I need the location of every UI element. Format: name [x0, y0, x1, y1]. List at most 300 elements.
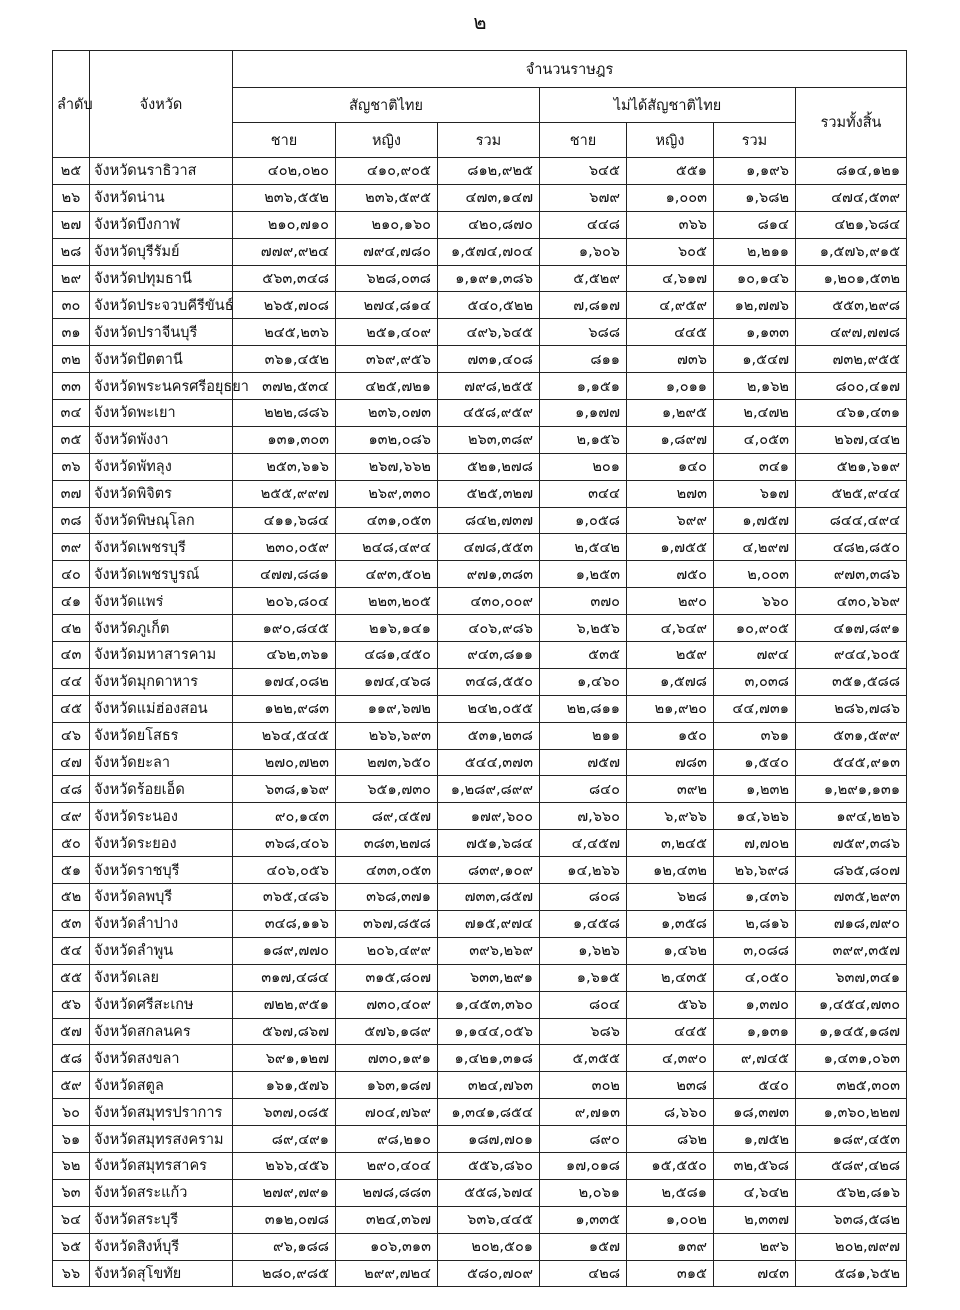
cell-no: ๖๓ — [53, 1179, 90, 1206]
cell-no: ๕๓ — [53, 910, 90, 937]
cell-nonthai-female: ๕๖๖ — [627, 991, 714, 1018]
cell-nonthai-sum: ๑,๑๓๓ — [714, 319, 796, 346]
cell-thai-female: ๔๙๓,๕๐๒ — [336, 561, 438, 588]
cell-nonthai-male: ๑,๐๕๘ — [540, 507, 627, 534]
cell-nonthai-sum: ๑,๓๗๐ — [714, 991, 796, 1018]
cell-nonthai-female: ๑,๓๕๘ — [627, 910, 714, 937]
cell-thai-female: ๒๗๔,๘๑๔ — [336, 292, 438, 319]
cell-thai-male: ๗๒๒,๙๕๑ — [233, 991, 336, 1018]
cell-thai-female: ๒๗๓,๖๕๐ — [336, 749, 438, 776]
cell-thai-male: ๙๐,๑๔๓ — [233, 803, 336, 830]
table-row — [53, 426, 907, 453]
cell-no: ๕๖ — [53, 991, 90, 1018]
cell-no: ๔๒ — [53, 615, 90, 642]
cell-thai-male: ๑๘๙,๗๗๐ — [233, 937, 336, 964]
cell-thai-sum: ๒๖๓,๓๘๙ — [438, 426, 540, 453]
table-row — [53, 642, 907, 669]
cell-nonthai-male: ๑๔,๒๖๖ — [540, 857, 627, 884]
cell-province: จังหวัดมหาสารคาม — [90, 642, 233, 669]
table-row — [53, 1018, 907, 1045]
table-row — [53, 937, 907, 964]
cell-thai-female: ๑๑๙,๖๗๒ — [336, 695, 438, 722]
cell-thai-sum: ๔๗๓,๑๔๗ — [438, 184, 540, 211]
cell-grand-total: ๕๕๓,๒๙๘ — [796, 292, 907, 319]
cell-province: จังหวัดระนอง — [90, 803, 233, 830]
table-row — [53, 1206, 907, 1233]
cell-grand-total: ๙๔๔,๖๐๕ — [796, 642, 907, 669]
cell-province: จังหวัดนราธิวาส — [90, 158, 233, 185]
cell-thai-male: ๖๓๗,๐๘๕ — [233, 1099, 336, 1126]
cell-no: ๕๒ — [53, 884, 90, 911]
cell-thai-female: ๖๕๑,๗๓๐ — [336, 776, 438, 803]
cell-nonthai-sum: ๑,๒๓๒ — [714, 776, 796, 803]
table-row — [53, 830, 907, 857]
table-row — [53, 453, 907, 480]
cell-grand-total: ๕๔๕,๙๑๓ — [796, 749, 907, 776]
cell-grand-total: ๕๘๑,๖๕๒ — [796, 1260, 907, 1287]
cell-province: จังหวัดสิงห์บุรี — [90, 1233, 233, 1260]
cell-nonthai-male: ๓๐๒ — [540, 1072, 627, 1099]
cell-province: จังหวัดยะลา — [90, 749, 233, 776]
cell-nonthai-male: ๖๗๙ — [540, 184, 627, 211]
cell-nonthai-female: ๑,๐๐๓ — [627, 184, 714, 211]
table-row — [53, 588, 907, 615]
cell-nonthai-female: ๑๔๐ — [627, 453, 714, 480]
table-row — [53, 561, 907, 588]
cell-grand-total: ๘๖๕,๘๐๗ — [796, 857, 907, 884]
cell-nonthai-male: ๙,๗๑๓ — [540, 1099, 627, 1126]
cell-thai-sum: ๔๗๘,๕๕๓ — [438, 534, 540, 561]
cell-thai-female: ๒๖๙,๓๓๐ — [336, 480, 438, 507]
header-thai-sum: รวม — [438, 123, 540, 158]
cell-thai-female: ๔๓๑,๐๕๓ — [336, 507, 438, 534]
cell-nonthai-sum: ๒,๔๗๒ — [714, 400, 796, 427]
population-table — [52, 50, 907, 1287]
cell-thai-female: ๓๖๘,๓๗๑ — [336, 884, 438, 911]
table-row — [53, 776, 907, 803]
cell-province: จังหวัดเพชรบุรี — [90, 534, 233, 561]
table-row — [53, 1233, 907, 1260]
cell-thai-male: ๒๖๖,๔๕๖ — [233, 1152, 336, 1179]
cell-province: จังหวัดเพชรบูรณ์ — [90, 561, 233, 588]
table-row — [53, 319, 907, 346]
cell-nonthai-female: ๖,๙๖๖ — [627, 803, 714, 830]
cell-thai-male: ๙๖,๑๘๘ — [233, 1233, 336, 1260]
cell-nonthai-female: ๖๐๕ — [627, 238, 714, 265]
cell-thai-female: ๒๖๗,๖๖๒ — [336, 453, 438, 480]
cell-nonthai-sum: ๙,๗๔๕ — [714, 1045, 796, 1072]
cell-nonthai-female: ๒๕๙ — [627, 642, 714, 669]
cell-no: ๕๐ — [53, 830, 90, 857]
cell-grand-total: ๑,๒๙๑,๑๓๑ — [796, 776, 907, 803]
cell-nonthai-female: ๑,๒๙๕ — [627, 400, 714, 427]
header-province: จังหวัด — [90, 51, 233, 158]
cell-thai-female: ๙๘,๒๑๐ — [336, 1126, 438, 1153]
cell-nonthai-sum: ๑,๕๔๐ — [714, 749, 796, 776]
cell-province: จังหวัดพิษณุโลก — [90, 507, 233, 534]
cell-province: จังหวัดลำพูน — [90, 937, 233, 964]
cell-grand-total: ๖๓๗,๓๔๑ — [796, 964, 907, 991]
cell-thai-male: ๒๖๕,๗๐๘ — [233, 292, 336, 319]
cell-nonthai-sum: ๖๖๐ — [714, 588, 796, 615]
cell-nonthai-female: ๑๕,๕๕๐ — [627, 1152, 714, 1179]
cell-nonthai-male: ๓๗๐ — [540, 588, 627, 615]
cell-no: ๓๔ — [53, 400, 90, 427]
cell-nonthai-sum: ๓๒,๕๖๘ — [714, 1152, 796, 1179]
cell-nonthai-male: ๘๔๐ — [540, 776, 627, 803]
header-non-thai: ไม่ได้สัญชาติไทย — [540, 88, 796, 123]
cell-nonthai-female: ๗๘๓ — [627, 749, 714, 776]
cell-thai-sum: ๔๕๘,๙๕๙ — [438, 400, 540, 427]
cell-thai-male: ๔๐๒,๐๒๐ — [233, 158, 336, 185]
table-row — [53, 480, 907, 507]
cell-nonthai-female: ๘,๖๖๐ — [627, 1099, 714, 1126]
cell-nonthai-sum: ๒๙๖ — [714, 1233, 796, 1260]
cell-nonthai-male: ๑,๑๕๑ — [540, 373, 627, 400]
cell-thai-male: ๖๙๑,๑๒๗ — [233, 1045, 336, 1072]
table-row — [53, 1179, 907, 1206]
cell-thai-female: ๔๓๓,๐๕๓ — [336, 857, 438, 884]
cell-nonthai-sum: ๒,๓๓๗ — [714, 1206, 796, 1233]
cell-thai-female: ๒๑๐,๑๖๐ — [336, 211, 438, 238]
cell-grand-total: ๖๓๘,๕๘๒ — [796, 1206, 907, 1233]
cell-nonthai-female: ๑,๕๗๘ — [627, 668, 714, 695]
table-row — [53, 668, 907, 695]
cell-no: ๒๗ — [53, 211, 90, 238]
cell-nonthai-sum: ๔,๒๙๗ — [714, 534, 796, 561]
cell-province: จังหวัดสงขลา — [90, 1045, 233, 1072]
cell-thai-sum: ๗๓๓,๘๕๗ — [438, 884, 540, 911]
cell-province: จังหวัดสมุทรสาคร — [90, 1152, 233, 1179]
header-thai-female: หญิง — [336, 123, 438, 158]
cell-nonthai-female: ๓๑๕ — [627, 1260, 714, 1287]
cell-thai-male: ๓๑๒,๐๗๘ — [233, 1206, 336, 1233]
cell-province: จังหวัดลำปาง — [90, 910, 233, 937]
table-row — [53, 964, 907, 991]
cell-no: ๔๖ — [53, 722, 90, 749]
cell-province: จังหวัดศรีสะเกษ — [90, 991, 233, 1018]
cell-thai-sum: ๓๙๖,๒๖๙ — [438, 937, 540, 964]
cell-no: ๔๕ — [53, 695, 90, 722]
cell-nonthai-male: ๘๑๑ — [540, 346, 627, 373]
cell-province: จังหวัดราชบุรี — [90, 857, 233, 884]
header-thai-male: ชาย — [233, 123, 336, 158]
cell-thai-male: ๒๒๒,๘๘๖ — [233, 400, 336, 427]
cell-province: จังหวัดสระบุรี — [90, 1206, 233, 1233]
cell-no: ๖๖ — [53, 1260, 90, 1287]
cell-thai-female: ๔๒๕,๗๒๑ — [336, 373, 438, 400]
cell-thai-male: ๒๔๕,๒๓๖ — [233, 319, 336, 346]
cell-grand-total: ๔๙๗,๗๗๘ — [796, 319, 907, 346]
cell-thai-sum: ๖๓๓,๒๙๑ — [438, 964, 540, 991]
cell-grand-total: ๔๒๑,๖๘๔ — [796, 211, 907, 238]
cell-nonthai-male: ๒,๐๖๑ — [540, 1179, 627, 1206]
cell-thai-female: ๕๗๖,๑๘๙ — [336, 1018, 438, 1045]
cell-province: จังหวัดระยอง — [90, 830, 233, 857]
cell-nonthai-female: ๗๓๖ — [627, 346, 714, 373]
cell-nonthai-sum: ๓,๐๘๘ — [714, 937, 796, 964]
table-row — [53, 884, 907, 911]
cell-nonthai-sum: ๑๔,๖๒๖ — [714, 803, 796, 830]
cell-nonthai-sum: ๔,๐๕๐ — [714, 964, 796, 991]
header-nonthai-male: ชาย — [540, 123, 627, 158]
cell-nonthai-female: ๔,๖๔๙ — [627, 615, 714, 642]
cell-thai-sum: ๔๓๐,๐๐๙ — [438, 588, 540, 615]
cell-thai-male: ๒๗๐,๗๒๓ — [233, 749, 336, 776]
table-row — [53, 373, 907, 400]
cell-no: ๔๘ — [53, 776, 90, 803]
cell-no: ๔๗ — [53, 749, 90, 776]
cell-nonthai-male: ๘๐๔ — [540, 991, 627, 1018]
cell-province: จังหวัดสตูล — [90, 1072, 233, 1099]
cell-no: ๓๙ — [53, 534, 90, 561]
cell-grand-total: ๑,๑๔๕,๑๘๗ — [796, 1018, 907, 1045]
cell-thai-male: ๘๙,๔๙๑ — [233, 1126, 336, 1153]
cell-province: จังหวัดแม่ฮ่องสอน — [90, 695, 233, 722]
table-row — [53, 211, 907, 238]
table-row — [53, 803, 907, 830]
cell-nonthai-sum: ๔๔,๗๓๑ — [714, 695, 796, 722]
cell-nonthai-sum: ๑,๕๔๗ — [714, 346, 796, 373]
cell-thai-male: ๖๓๘,๑๖๙ — [233, 776, 336, 803]
cell-thai-sum: ๕๕๘,๖๗๔ — [438, 1179, 540, 1206]
cell-nonthai-male: ๑,๔๖๐ — [540, 668, 627, 695]
cell-nonthai-sum: ๔,๐๕๓ — [714, 426, 796, 453]
cell-thai-female: ๒๒๓,๒๐๕ — [336, 588, 438, 615]
cell-thai-sum: ๙๔๓,๘๑๑ — [438, 642, 540, 669]
table-row — [53, 265, 907, 292]
cell-nonthai-female: ๘๖๒ — [627, 1126, 714, 1153]
cell-nonthai-female: ๑,๗๕๕ — [627, 534, 714, 561]
header-nonthai-sum: รวม — [714, 123, 796, 158]
cell-thai-female: ๒๐๖,๔๙๙ — [336, 937, 438, 964]
cell-grand-total: ๓๒๕,๓๐๓ — [796, 1072, 907, 1099]
cell-thai-sum: ๓๔๘,๕๕๐ — [438, 668, 540, 695]
cell-no: ๓๓ — [53, 373, 90, 400]
cell-grand-total: ๗๓๕,๒๙๓ — [796, 884, 907, 911]
cell-thai-sum: ๕๘๐,๗๐๙ — [438, 1260, 540, 1287]
cell-thai-female: ๓๑๕,๘๐๗ — [336, 964, 438, 991]
cell-province: จังหวัดปทุมธานี — [90, 265, 233, 292]
cell-nonthai-female: ๑๓๙ — [627, 1233, 714, 1260]
cell-thai-male: ๔๗๗,๘๘๑ — [233, 561, 336, 588]
cell-nonthai-male: ๖๔๕ — [540, 158, 627, 185]
cell-no: ๒๙ — [53, 265, 90, 292]
cell-nonthai-sum: ๒,๑๖๒ — [714, 373, 796, 400]
cell-province: จังหวัดสมุทรปราการ — [90, 1099, 233, 1126]
cell-province: จังหวัดพัทลุง — [90, 453, 233, 480]
cell-thai-sum: ๒๔๒,๐๕๕ — [438, 695, 540, 722]
cell-grand-total: ๔๘๒,๘๕๐ — [796, 534, 907, 561]
cell-nonthai-male: ๓๔๔ — [540, 480, 627, 507]
cell-thai-male: ๒๘๐,๙๘๕ — [233, 1260, 336, 1287]
cell-no: ๕๔ — [53, 937, 90, 964]
cell-province: จังหวัดภูเก็ต — [90, 615, 233, 642]
cell-thai-sum: ๑,๕๗๔,๗๐๔ — [438, 238, 540, 265]
cell-thai-sum: ๕๔๔,๓๗๓ — [438, 749, 540, 776]
cell-thai-male: ๔๑๑,๖๘๔ — [233, 507, 336, 534]
cell-province: จังหวัดมุกดาหาร — [90, 668, 233, 695]
cell-thai-female: ๑๖๓,๑๘๗ — [336, 1072, 438, 1099]
cell-grand-total: ๒๘๖,๗๘๖ — [796, 695, 907, 722]
cell-thai-sum: ๘๔๒,๗๓๗ — [438, 507, 540, 534]
cell-no: ๓๑ — [53, 319, 90, 346]
cell-province: จังหวัดสมุทรสงคราม — [90, 1126, 233, 1153]
cell-grand-total: ๑,๔๕๔,๗๓๐ — [796, 991, 907, 1018]
cell-thai-male: ๔๐๖,๐๕๖ — [233, 857, 336, 884]
cell-thai-male: ๓๖๘,๔๐๖ — [233, 830, 336, 857]
cell-nonthai-male: ๑,๖๐๖ — [540, 238, 627, 265]
cell-thai-sum: ๔๙๖,๖๔๕ — [438, 319, 540, 346]
cell-province: จังหวัดสระแก้ว — [90, 1179, 233, 1206]
table-row — [53, 400, 907, 427]
cell-no: ๓๐ — [53, 292, 90, 319]
cell-grand-total: ๕๒๑,๖๑๙ — [796, 453, 907, 480]
cell-grand-total: ๓๙๙,๓๕๗ — [796, 937, 907, 964]
header-nonthai-female: หญิง — [627, 123, 714, 158]
cell-thai-sum: ๑,๒๘๙,๘๙๙ — [438, 776, 540, 803]
cell-grand-total: ๑,๒๐๑,๕๓๒ — [796, 265, 907, 292]
cell-no: ๓๖ — [53, 453, 90, 480]
cell-nonthai-female: ๑,๔๖๒ — [627, 937, 714, 964]
cell-nonthai-sum: ๗๔๓ — [714, 1260, 796, 1287]
cell-nonthai-female: ๔,๖๑๗ — [627, 265, 714, 292]
cell-thai-female: ๗๓๐,๔๐๙ — [336, 991, 438, 1018]
cell-thai-sum: ๕๒๑,๒๗๘ — [438, 453, 540, 480]
cell-no: ๔๓ — [53, 642, 90, 669]
cell-nonthai-male: ๑๕๗ — [540, 1233, 627, 1260]
cell-thai-male: ๒๓๖,๕๕๒ — [233, 184, 336, 211]
cell-province: จังหวัดพิจิตร — [90, 480, 233, 507]
cell-no: ๔๐ — [53, 561, 90, 588]
cell-grand-total: ๑๘๙,๔๕๓ — [796, 1126, 907, 1153]
cell-no: ๕๙ — [53, 1072, 90, 1099]
cell-grand-total: ๘๑๔,๑๒๑ — [796, 158, 907, 185]
cell-grand-total: ๙๗๓,๓๘๖ — [796, 561, 907, 588]
cell-thai-female: ๒๖๖,๖๙๓ — [336, 722, 438, 749]
cell-thai-male: ๒๑๐,๗๑๐ — [233, 211, 336, 238]
cell-nonthai-male: ๑,๓๓๕ — [540, 1206, 627, 1233]
cell-nonthai-male: ๒,๑๕๖ — [540, 426, 627, 453]
cell-thai-male: ๑๖๑,๕๗๖ — [233, 1072, 336, 1099]
cell-nonthai-male: ๗๕๗ — [540, 749, 627, 776]
cell-thai-sum: ๖๓๖,๔๔๕ — [438, 1206, 540, 1233]
cell-thai-sum: ๑,๑๙๑,๓๘๖ — [438, 265, 540, 292]
cell-no: ๒๕ — [53, 158, 90, 185]
cell-nonthai-sum: ๘๑๔ — [714, 211, 796, 238]
cell-nonthai-sum: ๗,๗๐๒ — [714, 830, 796, 857]
table-row — [53, 184, 907, 211]
cell-nonthai-sum: ๒,๒๑๑ — [714, 238, 796, 265]
cell-thai-male: ๑๒๒,๙๘๓ — [233, 695, 336, 722]
cell-no: ๕๕ — [53, 964, 90, 991]
cell-thai-female: ๒๓๖,๐๗๓ — [336, 400, 438, 427]
cell-no: ๕๗ — [53, 1018, 90, 1045]
cell-grand-total: ๔๖๑,๔๓๑ — [796, 400, 907, 427]
cell-thai-sum: ๔๒๐,๘๗๐ — [438, 211, 540, 238]
cell-nonthai-female: ๓,๒๔๕ — [627, 830, 714, 857]
cell-grand-total: ๔๑๗,๘๙๑ — [796, 615, 907, 642]
cell-nonthai-sum: ๑,๗๕๒ — [714, 1126, 796, 1153]
header-population: จำนวนราษฎร — [233, 51, 907, 88]
cell-thai-female: ๑๓๒,๐๘๖ — [336, 426, 438, 453]
cell-nonthai-female: ๑,๐๑๑ — [627, 373, 714, 400]
cell-nonthai-female: ๑,๐๐๒ — [627, 1206, 714, 1233]
cell-grand-total: ๕๘๙,๔๒๘ — [796, 1152, 907, 1179]
cell-thai-sum: ๘๑๒,๙๒๕ — [438, 158, 540, 185]
cell-no: ๕๘ — [53, 1045, 90, 1072]
cell-thai-sum: ๕๕๖,๘๖๐ — [438, 1152, 540, 1179]
cell-nonthai-male: ๕,๕๒๙ — [540, 265, 627, 292]
cell-grand-total: ๑๙๔,๒๒๖ — [796, 803, 907, 830]
cell-nonthai-sum: ๖๑๗ — [714, 480, 796, 507]
table-row — [53, 615, 907, 642]
cell-thai-male: ๕๖๓,๓๔๘ — [233, 265, 336, 292]
table-row — [53, 857, 907, 884]
cell-grand-total: ๑,๕๗๖,๙๑๕ — [796, 238, 907, 265]
cell-thai-sum: ๗๑๕,๙๗๔ — [438, 910, 540, 937]
cell-thai-sum: ๑,๔๒๑,๓๑๘ — [438, 1045, 540, 1072]
table-row — [53, 695, 907, 722]
cell-nonthai-sum: ๔,๖๔๒ — [714, 1179, 796, 1206]
cell-thai-sum: ๗๓๑,๔๐๘ — [438, 346, 540, 373]
cell-nonthai-sum: ๑,๑๓๑ — [714, 1018, 796, 1045]
cell-grand-total: ๔๓๐,๖๖๙ — [796, 588, 907, 615]
cell-thai-female: ๒๓๖,๕๙๕ — [336, 184, 438, 211]
cell-thai-female: ๒๔๘,๔๙๔ — [336, 534, 438, 561]
cell-nonthai-sum: ๑๘,๓๗๓ — [714, 1099, 796, 1126]
cell-province: จังหวัดประจวบคีรีขันธ์ — [90, 292, 233, 319]
cell-province: จังหวัดปัตตานี — [90, 346, 233, 373]
cell-thai-sum: ๕๒๕,๓๒๗ — [438, 480, 540, 507]
cell-nonthai-female: ๓๖๖ — [627, 211, 714, 238]
cell-thai-female: ๗๓๐,๑๙๑ — [336, 1045, 438, 1072]
table-row — [53, 507, 907, 534]
table-row — [53, 534, 907, 561]
cell-thai-sum: ๑,๔๕๓,๓๖๐ — [438, 991, 540, 1018]
table-row — [53, 722, 907, 749]
cell-thai-male: ๓๖๕,๔๘๖ — [233, 884, 336, 911]
cell-nonthai-sum: ๒,๐๐๓ — [714, 561, 796, 588]
cell-thai-male: ๔๖๒,๓๖๑ — [233, 642, 336, 669]
cell-nonthai-sum: ๑๒,๗๗๖ — [714, 292, 796, 319]
cell-thai-sum: ๗๕๑,๖๘๔ — [438, 830, 540, 857]
cell-thai-male: ๑๙๐,๘๔๕ — [233, 615, 336, 642]
cell-nonthai-sum: ๓๔๑ — [714, 453, 796, 480]
cell-no: ๖๔ — [53, 1206, 90, 1233]
cell-grand-total: ๓๕๑,๕๘๘ — [796, 668, 907, 695]
cell-thai-male: ๑๗๔,๐๘๒ — [233, 668, 336, 695]
cell-no: ๔๔ — [53, 668, 90, 695]
cell-nonthai-female: ๒,๕๘๑ — [627, 1179, 714, 1206]
cell-nonthai-male: ๒,๕๔๒ — [540, 534, 627, 561]
cell-province: จังหวัดพระนครศรีอยุธยา — [90, 373, 233, 400]
cell-nonthai-sum: ๕๔๐ — [714, 1072, 796, 1099]
cell-nonthai-male: ๘๐๘ — [540, 884, 627, 911]
cell-thai-male: ๓๑๗,๔๘๔ — [233, 964, 336, 991]
cell-grand-total: ๔๗๔,๕๓๙ — [796, 184, 907, 211]
cell-thai-sum: ๗๙๘,๒๕๕ — [438, 373, 540, 400]
cell-thai-sum: ๓๒๔,๗๖๓ — [438, 1072, 540, 1099]
cell-grand-total: ๗๑๘,๗๙๐ — [796, 910, 907, 937]
cell-no: ๔๑ — [53, 588, 90, 615]
cell-thai-male: ๓๖๑,๔๕๒ — [233, 346, 336, 373]
cell-thai-male: ๒๓๐,๐๕๙ — [233, 534, 336, 561]
cell-nonthai-male: ๗,๘๑๗ — [540, 292, 627, 319]
cell-thai-male: ๒๕๓,๖๑๖ — [233, 453, 336, 480]
cell-nonthai-male: ๑,๒๕๓ — [540, 561, 627, 588]
cell-thai-female: ๗๙๔,๗๘๐ — [336, 238, 438, 265]
